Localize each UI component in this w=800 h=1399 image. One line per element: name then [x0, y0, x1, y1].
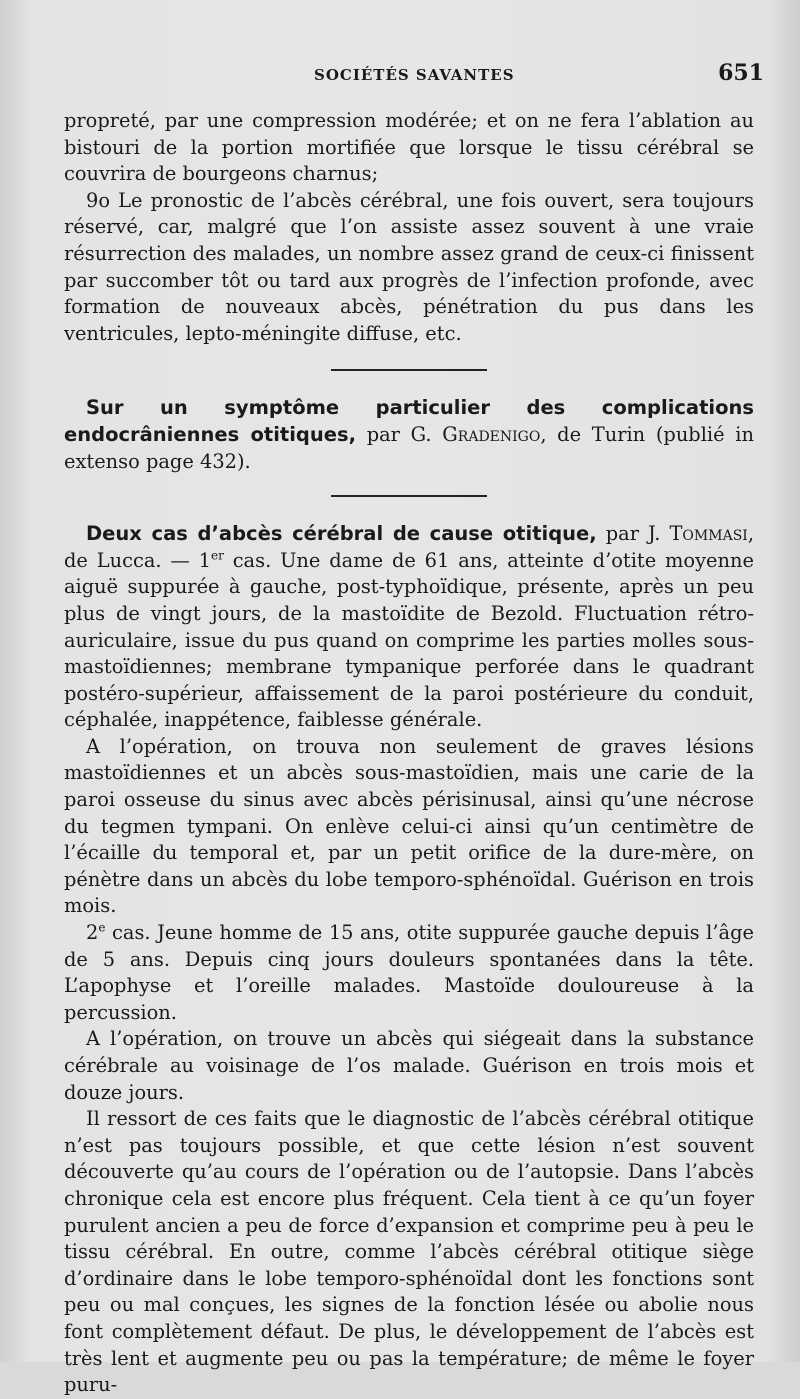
- conclusion-paragraph: Il ressort de ces faits que le diagnostic de l’abcès cérébral otitique n’est pas toujours possible, et que cette lésion n’est souvent découverte qu’au cours de l’opération ou de l’autopsie. Dans l’abcès chronique cela est encore plus fréquent. Cela tient à ce qu’un foyer purulent ancien a peu de force d’expansion et comprime peu à peu le tissu cérébral. En outre, comme l’abcès cérébral otitique siège d’ordinaire dans le lobe temporo-sphénoïdal dont les fonctions sont peu ou mal conçues, les signes de la fonction lésée ou abolie nous font complètement défaut. De plus, le développement de l’abcès est très lent et augmente peu ou pas la température; de même le foyer puru-: [64, 1107, 754, 1397]
- continuation-paragraph: propreté, par une compression modérée; et on ne fera l’ablation au bistouri de la portion mortifiée que lorsque le tissu cérébral se couvrira de bourgeons charnus;: [64, 109, 754, 186]
- case-2-text: cas. Jeune homme de 15 ans, otite suppurée gauche depuis l’âge de 5 ans. Depuis cinq jours douleurs spontanées dans la tête. L’apophyse et l’oreille malades. Mastoïde douloureuse à la percussion.: [64, 921, 754, 1024]
- section-divider: [331, 369, 487, 371]
- case-1-operation: A l’opération, on trouva non seulement de graves lésions mastoïdiennes et un abcès sous-mastoïdien, mais une carie de la paroi osseuse du sinus avec abcès périsinusal, ainsi qu’une nécrose du tegmen tympani. On enlève celui-ci ainsi qu’un centimètre de l’écaille du temporal et, par un petit orifice de la dure-mère, on pénètre dans un abcès du lobe temporo-sphénoïdal. Guérison en trois mois.: [64, 734, 754, 918]
- tommasi-by: par J.: [596, 522, 670, 546]
- tommasi-case-2: [64, 920, 754, 1026]
- page-number: 651: [718, 60, 764, 86]
- gradenigo-author: Gradenigo: [442, 422, 541, 446]
- running-head: SOCIÉTÉS SAVANTES: [314, 66, 515, 84]
- tommasi-title: Deux cas d’abcès cérébral de cause otitique,: [86, 522, 597, 546]
- gradenigo-by: par G.: [356, 422, 443, 446]
- gradenigo-abstract: [64, 395, 754, 475]
- case-2-ordinal: e: [98, 920, 106, 935]
- page-header: [64, 60, 764, 90]
- case-1-ordinal: er: [211, 548, 224, 563]
- gradenigo-title: Sur un symptôme particulier des complications endocrâniennes otitiques,: [64, 396, 754, 446]
- case-1-number: 1: [198, 548, 211, 572]
- page-body: [64, 108, 754, 1399]
- tommasi-author: Tommasi: [669, 522, 748, 546]
- case-2-operation: A l’opération, on trouve un abcès qui siégeait dans la substance cérébrale au voisinage de l’os malade. Guérison en trois mois et douze jours.: [64, 1027, 754, 1104]
- case-2-number: 2: [86, 921, 99, 945]
- tommasi-location: , de Lucca. —: [64, 522, 754, 572]
- gradenigo-rest: , de Turin (publié in extenso page 432).: [64, 422, 754, 473]
- section-divider: [331, 495, 487, 497]
- tommasi-case-1: [64, 521, 754, 734]
- case-1-text: cas. Une dame de 61 ans, atteinte d’otite moyenne aiguë suppurée à gauche, post-typhoïdique, présente, après un peu plus de vingt jours, de la mastoïdite de Bezold. Fluctuation rétro-auriculaire, issue du pus quand on comprime les parties molles sous-mastoïdiennes; membrane tympanique perforée dans le quadrant postéro-supérieur, affaissement de la paroi postérieure du conduit, céphalée, inappétence, faiblesse générale.: [64, 548, 754, 732]
- point-9-paragraph: 9o Le pronostic de l’abcès cérébral, une fois ouvert, sera toujours réservé, car, malgré que l’on assiste assez souvent à une vraie résurrection des malades, un nombre assez grand de ceux-ci finissent par succomber tôt ou tard aux progrès de l’infection profonde, avec formation de nouveaux abcès, pénétration du pus dans les ventricules, lepto-méningite diffuse, etc.: [64, 188, 754, 345]
